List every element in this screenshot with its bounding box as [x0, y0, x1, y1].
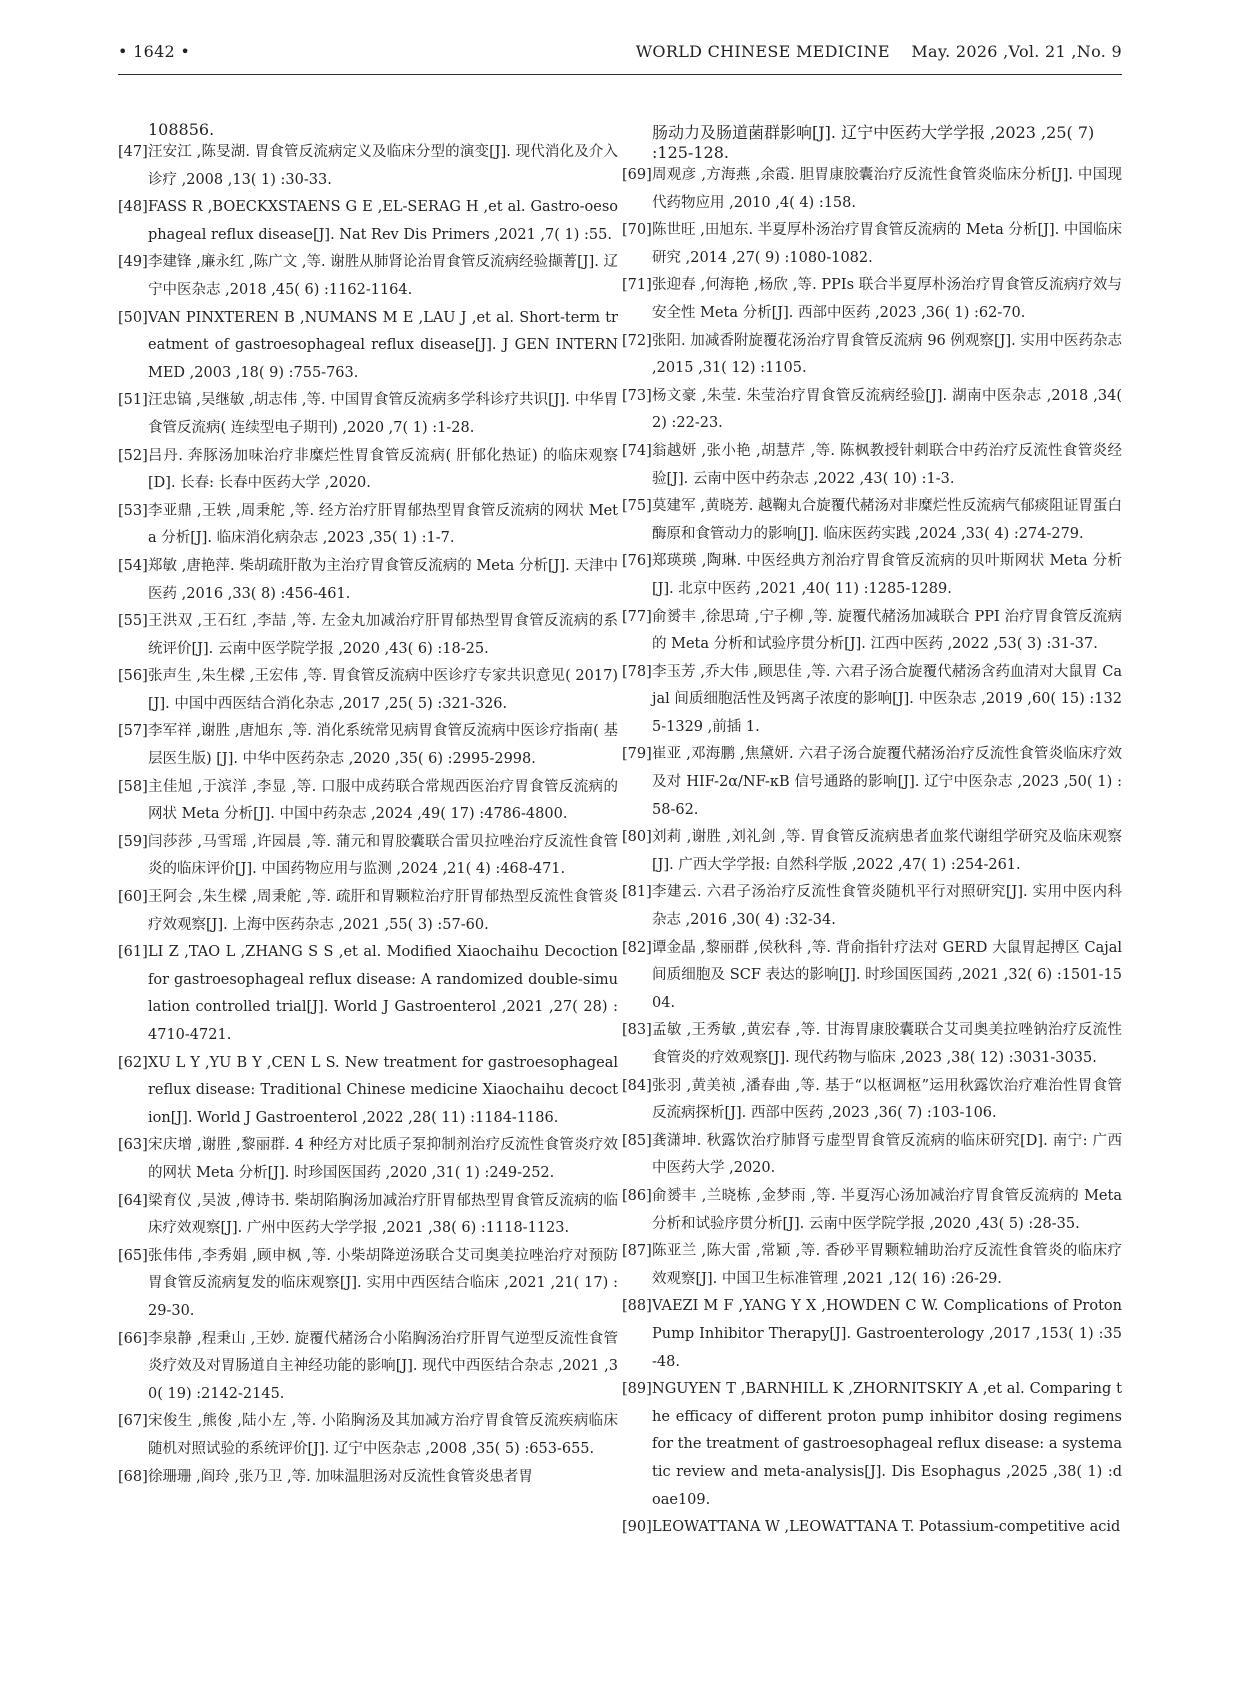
reference-number: [86] [622, 1187, 652, 1204]
reference-number: [82] [622, 939, 652, 956]
reference-item [118, 498, 618, 553]
reference-number: [65] [118, 1247, 148, 1264]
reference-text: 宋俊生 ,熊俊 ,陆小左 ,等. 小陷胸汤及其加减方治疗胃食管反流疾病临床随机对照试验的系统评价[J]. 辽宁中医杂志 ,2008 ,35( 5) :653-655. [148, 1413, 618, 1457]
reference-item [622, 438, 1122, 493]
reference-number: [80] [622, 829, 652, 846]
reference-text: 俞赟丰 ,兰晓栋 ,金梦雨 ,等. 半夏泻心汤加减治疗胃食管反流病的 Meta 分析和试验序贯分析[J]. 云南中医学院学报 ,2020 ,43( 5) :28-35. [652, 1187, 1122, 1232]
reference-number: [62] [118, 1054, 148, 1071]
reference-number: [81] [622, 884, 652, 901]
reference-number: [64] [118, 1192, 148, 1209]
reference-number: [68] [118, 1468, 148, 1485]
reference-item [622, 1017, 1122, 1072]
reference-item [118, 139, 618, 194]
reference-number: [58] [118, 778, 148, 795]
reference-number: [47] [118, 144, 148, 160]
reference-item [622, 217, 1122, 272]
reference-number: [78] [622, 663, 652, 680]
reference-number: [48] [118, 199, 148, 216]
reference-text: 张阳. 加减香附旋覆花汤治疗胃食管反流病 96 例观察[J]. 实用中医药杂志 ,2015 ,31( 12) :1105. [652, 332, 1122, 377]
reference-number: [56] [118, 668, 148, 685]
reference-item [622, 1238, 1122, 1293]
reference-item [622, 328, 1122, 383]
reference-text: 汪忠镐 ,吴继敏 ,胡志伟 ,等. 中国胃食管反流病多学科诊疗共识[J]. 中华胃食管反流病( 连续型电子期刊) ,2020 ,7( 1) :1-28. [148, 392, 618, 436]
reference-number: [52] [118, 447, 148, 464]
reference-item [118, 1188, 618, 1243]
reference-item [622, 1183, 1122, 1238]
reference-number: [89] [622, 1381, 652, 1398]
reference-number: [57] [118, 723, 148, 740]
reference-item [622, 741, 1122, 824]
reference-number: [87] [622, 1243, 652, 1260]
reference-text: 杨文豪 ,朱莹. 朱莹治疗胃食管反流病经验[J]. 湖南中医杂志 ,2018 ,34( 2) :22-23. [652, 387, 1122, 432]
reference-text: 刘莉 ,谢胜 ,刘礼剑 ,等. 胃食管反流病患者血浆代谢组学研究及临床观察[J]. 广西大学学报: 自然科学版 ,2022 ,47( 1) :254-261. [652, 829, 1122, 873]
reference-number: [51] [118, 392, 148, 409]
reference-number: [76] [622, 553, 652, 570]
reference-text: NGUYEN T ,BARNHILL K ,ZHORNITSKIY A ,et al. Comparing the efficacy of different proton pump inhibitor dosing regimens for the treatment of gastroesophageal reflux disease: a systematic review and meta-analysis[J]. Dis Esophagus ,2025 ,38( 1) :doae109. [652, 1381, 1122, 1508]
reference-item [622, 383, 1122, 438]
reference-item [118, 939, 618, 1049]
reference-item [118, 1326, 618, 1409]
reference-number: [59] [118, 833, 148, 850]
reference-item [622, 1293, 1122, 1376]
reference-number: [70] [622, 222, 652, 239]
reference-text: 张伟伟 ,李秀娟 ,顾申枫 ,等. 小柴胡降逆汤联合艾司奥美拉唑治疗对预防胃食管反流病复发的临床观察[J]. 实用中西医结合临床 ,2021 ,21( 17) :29-30. [148, 1247, 618, 1319]
reference-item [118, 829, 618, 884]
reference-text: 陈亚兰 ,陈大雷 ,常颖 ,等. 香砂平胃颗粒辅助治疗反流性食管炎的临床疗效观察[J]. 中国卫生标准管理 ,2021 ,12( 16) :26-29. [652, 1243, 1122, 1287]
header-rule [118, 74, 1122, 75]
reference-text: 张声生 ,朱生樑 ,王宏伟 ,等. 胃食管反流病中医诊疗专家共识意见( 2017) [J]. 中国中西医结合消化杂志 ,2017 ,25( 5) :321-326. [148, 668, 618, 712]
reference-item [118, 884, 618, 939]
reference-text: 谭金晶 ,黎丽群 ,侯秋科 ,等. 背俞指针疗法对 GERD 大鼠胃起搏区 Cajal 间质细胞及 SCF 表达的影响[J]. 时珍国医国药 ,2021 ,32( 6) :1501-1504. [652, 939, 1122, 1011]
reference-number: [79] [622, 746, 652, 763]
reference-text: 俞赟丰 ,徐思琦 ,宁子柳 ,等. 旋覆代赭汤加减联合 PPI 治疗胃食管反流病的 Meta 分析和试验序贯分析[J]. 江西中医药 ,2022 ,53( 3) :31-37. [652, 608, 1122, 653]
page-number: • 1642 • [118, 42, 191, 61]
reference-text: 孟敏 ,王秀敏 ,黄宏春 ,等. 甘海胃康胶囊联合艾司奥美拉唑钠治疗反流性食管炎的疗效观察[J]. 现代药物与临床 ,2023 ,38( 12) :3031-3035. [652, 1022, 1122, 1066]
reference-item [118, 1243, 618, 1326]
reference-text: 崔亚 ,邓海鹏 ,焦黛妍. 六君子汤合旋覆代赭汤治疗反流性食管炎临床疗效及对 HIF-2α/NF-κB 信号通路的影响[J]. 辽宁中医杂志 ,2023 ,50( 1) :58-62. [652, 746, 1122, 818]
reference-text: 宋庆增 ,谢胜 ,黎丽群. 4 种经方对比质子泵抑制剂治疗反流性食管炎疗效的网状 Meta 分析[J]. 时珍国医国药 ,2020 ,31( 1) :249-252. [148, 1137, 618, 1181]
reference-item [118, 1132, 618, 1187]
reference-text: 李军祥 ,谢胜 ,唐旭东 ,等. 消化系统常见病胃食管反流病中医诊疗指南( 基层医生版) [J]. 中华中医药杂志 ,2020 ,35( 6) :2995-2998. [148, 723, 618, 768]
reference-number: [88] [622, 1298, 652, 1315]
reference-text: 张羽 ,黄美祯 ,潘春曲 ,等. 基于“以枢调枢”运用秋露饮治疗难治性胃食管反流病探析[J]. 西部中医药 ,2023 ,36( 7) :103-106. [652, 1077, 1122, 1122]
reference-item [622, 548, 1122, 603]
reference-number: [83] [622, 1022, 652, 1039]
reference-item [622, 1376, 1122, 1514]
reference-item [118, 1408, 618, 1463]
reference-item [622, 879, 1122, 934]
reference-item [118, 443, 618, 498]
right-column [622, 120, 1122, 1542]
reference-text: 李玉芳 ,乔大伟 ,顾思佳 ,等. 六君子汤合旋覆代赭汤含药血清对大鼠胃 Cajal 间质细胞活性及钙离子浓度的影响[J]. 中医杂志 ,2019 ,60( 15) :1325-1329 ,前插 1. [652, 663, 1122, 735]
left-column [118, 120, 618, 1491]
reference-text: 徐珊珊 ,阎玲 ,张乃卫 ,等. 加味温胆汤对反流性食管炎患者胃 [148, 1468, 533, 1485]
reference-continuation: 108856. [148, 120, 215, 139]
reference-number: [49] [118, 254, 148, 271]
reference-item [622, 935, 1122, 1018]
reference-number: [60] [118, 889, 148, 906]
reference-text: XU L Y ,YU B Y ,CEN L S. New treatment for gastroesophageal reflux disease: Traditional Chinese medicine Xiaochaihu decoction[J]. World J Gastroenterol ,2022 ,28( 11) :1184-1186. [148, 1054, 618, 1126]
reference-item [118, 663, 618, 718]
reference-text: VAN PINXTEREN B ,NUMANS M E ,LAU J ,et al. Short-term treatment of gastroesophageal reflux disease[J]. J GEN INTERN MED ,2003 ,18( 9) :755-763. [148, 309, 618, 381]
reference-number: [63] [118, 1137, 148, 1154]
reference-number: [71] [622, 277, 652, 294]
reference-item [622, 272, 1122, 327]
reference-item [118, 387, 618, 442]
reference-text: LEOWATTANA W ,LEOWATTANA T. Potassium-competitive acid [652, 1519, 1121, 1536]
reference-text: 莫建军 ,黄晓芳. 越鞠丸合旋覆代赭汤对非糜烂性反流病气郁痰阻证胃蛋白酶原和食管动力的影响[J]. 临床医药实践 ,2024 ,33( 4) :274-279. [652, 498, 1122, 542]
reference-text: 吕丹. 奔豚汤加味治疗非糜烂性胃食管反流病( 肝郁化热证) 的临床观察[D]. 长春: 长春中医药大学 ,2020. [148, 447, 618, 492]
reference-text: 李建锋 ,廉永红 ,陈广文 ,等. 谢胜从肺肾论治胃食管反流病经验撷菁[J]. 辽宁中医杂志 ,2018 ,45( 6) :1162-1164. [148, 254, 618, 298]
reference-item [622, 493, 1122, 548]
reference-text: 梁育仪 ,吴波 ,傅诗书. 柴胡陷胸汤加减治疗肝胃郁热型胃食管反流病的临床疗效观察[J]. 广州中医药大学学报 ,2021 ,38( 6) :1118-1123. [148, 1192, 618, 1237]
reference-item [118, 194, 618, 249]
reference-item [622, 1514, 1122, 1542]
reference-item [622, 162, 1122, 217]
reference-item [622, 604, 1122, 659]
reference-text: 郑敏 ,唐艳萍. 柴胡疏肝散为主治疗胃食管反流病的 Meta 分析[J]. 天津中医药 ,2016 ,33( 8) :456-461. [148, 557, 618, 602]
reference-text: 陈世旺 ,田旭东. 半夏厚朴汤治疗胃食管反流病的 Meta 分析[J]. 中国临床研究 ,2014 ,27( 9) :1080-1082. [652, 222, 1122, 266]
reference-item [118, 1464, 618, 1492]
reference-text: 闫莎莎 ,马雪瑶 ,许园晨 ,等. 蒲元和胃胶囊联合雷贝拉唑治疗反流性食管炎的临床评价[J]. 中国药物应用与监测 ,2024 ,21( 4) :468-471. [148, 833, 618, 878]
reference-text: FASS R ,BOECKXSTAENS G E ,EL-SERAG H ,et al. Gastro-oesophageal reflux disease[J]. Nat Rev Dis Primers ,2021 ,7( 1) :55. [148, 199, 618, 243]
reference-text: 周观彦 ,方海燕 ,余霞. 胆胃康胶囊治疗反流性食管炎临床分析[J]. 中国现代药物应用 ,2010 ,4( 4) :158. [652, 167, 1122, 211]
reference-item [622, 1073, 1122, 1128]
reference-number: [84] [622, 1077, 652, 1094]
reference-number: [55] [118, 613, 148, 630]
reference-item [622, 824, 1122, 879]
reference-text: 李亚鼎 ,王轶 ,周秉舵 ,等. 经方治疗肝胃郁热型胃食管反流病的网状 Meta 分析[J]. 临床消化病杂志 ,2023 ,35( 1) :1-7. [148, 502, 618, 547]
reference-text: 王阿会 ,朱生樑 ,周秉舵 ,等. 疏肝和胃颗粒治疗肝胃郁热型反流性食管炎疗效观察[J]. 上海中医药杂志 ,2021 ,55( 3) :57-60. [148, 889, 618, 933]
reference-text: LI Z ,TAO L ,ZHANG S S ,et al. Modified Xiaochaihu Decoction for gastroesophageal reflux disease: A randomized double-simulation controlled trial[J]. World J Gastroenterol ,2021 ,27( 28) :4710-4721. [148, 944, 618, 1043]
reference-number: [77] [622, 608, 652, 625]
page-header [118, 40, 1122, 68]
reference-text: 龚潇坤. 秋露饮治疗肺肾亏虚型胃食管反流病的临床研究[D]. 南宁: 广西中医药大学 ,2020. [652, 1132, 1122, 1177]
reference-item [622, 659, 1122, 742]
journal-title: WORLD CHINESE MEDICINE May. 2026 ,Vol. 21 ,No. 9 [635, 42, 1122, 61]
reference-number: [73] [622, 387, 652, 404]
reference-text: 李建云. 六君子汤治疗反流性食管炎随机平行对照研究[J]. 实用中医内科杂志 ,2016 ,30( 4) :32-34. [652, 884, 1122, 929]
reference-continuation: 肠动力及肠道菌群影响[J]. 辽宁中医药大学学报 ,2023 ,25( 7) :125-128. [652, 123, 1095, 162]
reference-number: [85] [622, 1132, 652, 1149]
reference-number: [69] [622, 167, 652, 183]
reference-number: [67] [118, 1413, 148, 1430]
reference-number: [50] [118, 309, 148, 326]
reference-text: 张迎春 ,何海艳 ,杨欣 ,等. PPIs 联合半夏厚朴汤治疗胃食管反流病疗效与安全性 Meta 分析[J]. 西部中医药 ,2023 ,36( 1) :62-70. [652, 277, 1122, 321]
reference-item [118, 608, 618, 663]
reference-number: [54] [118, 557, 148, 574]
reference-text: 汪安江 ,陈旻湖. 胃食管反流病定义及临床分型的演变[J]. 现代消化及介入诊疗 ,2008 ,13( 1) :30-33. [148, 144, 618, 188]
reference-number: [61] [118, 944, 148, 961]
reference-text: 李泉静 ,程秉山 ,王妙. 旋覆代赭汤合小陷胸汤治疗肝胃气逆型反流性食管炎疗效及对胃肠道自主神经功能的影响[J]. 现代中西医结合杂志 ,2021 ,30( 19) :2142-2145. [148, 1330, 618, 1402]
reference-item [118, 553, 618, 608]
reference-number: [75] [622, 498, 652, 515]
reference-number: [90] [622, 1519, 652, 1536]
reference-item [118, 1050, 618, 1133]
reference-text: 主佳旭 ,于滨洋 ,李显 ,等. 口服中成药联合常规西医治疗胃食管反流病的网状 Meta 分析[J]. 中国中药杂志 ,2024 ,49( 17) :4786-4800. [148, 778, 618, 823]
reference-text: 王洪双 ,王石红 ,李喆 ,等. 左金丸加减治疗肝胃郁热型胃食管反流病的系统评价[J]. 云南中医学院学报 ,2020 ,43( 6) :18-25. [148, 613, 618, 657]
reference-item [118, 718, 618, 773]
reference-number: [74] [622, 442, 652, 459]
reference-number: [66] [118, 1330, 148, 1347]
reference-item [118, 305, 618, 388]
reference-number: [72] [622, 332, 652, 349]
reference-text: VAEZI M F ,YANG Y X ,HOWDEN C W. Complications of Proton Pump Inhibitor Therapy[J]. Gastroenterology ,2017 ,153( 1) :35-48. [652, 1298, 1122, 1370]
reference-item [622, 1128, 1122, 1183]
reference-item [118, 249, 618, 304]
reference-item [118, 774, 618, 829]
reference-text: 郑瑛瑛 ,陶琳. 中医经典方剂治疗胃食管反流病的贝叶斯网状 Meta 分析[J]. 北京中医药 ,2021 ,40( 11) :1285-1289. [652, 553, 1122, 597]
reference-number: [53] [118, 502, 148, 519]
reference-text: 翁越妍 ,张小艳 ,胡慧芹 ,等. 陈枫教授针刺联合中药治疗反流性食管炎经验[J]. 云南中医中药杂志 ,2022 ,43( 10) :1-3. [652, 442, 1122, 487]
